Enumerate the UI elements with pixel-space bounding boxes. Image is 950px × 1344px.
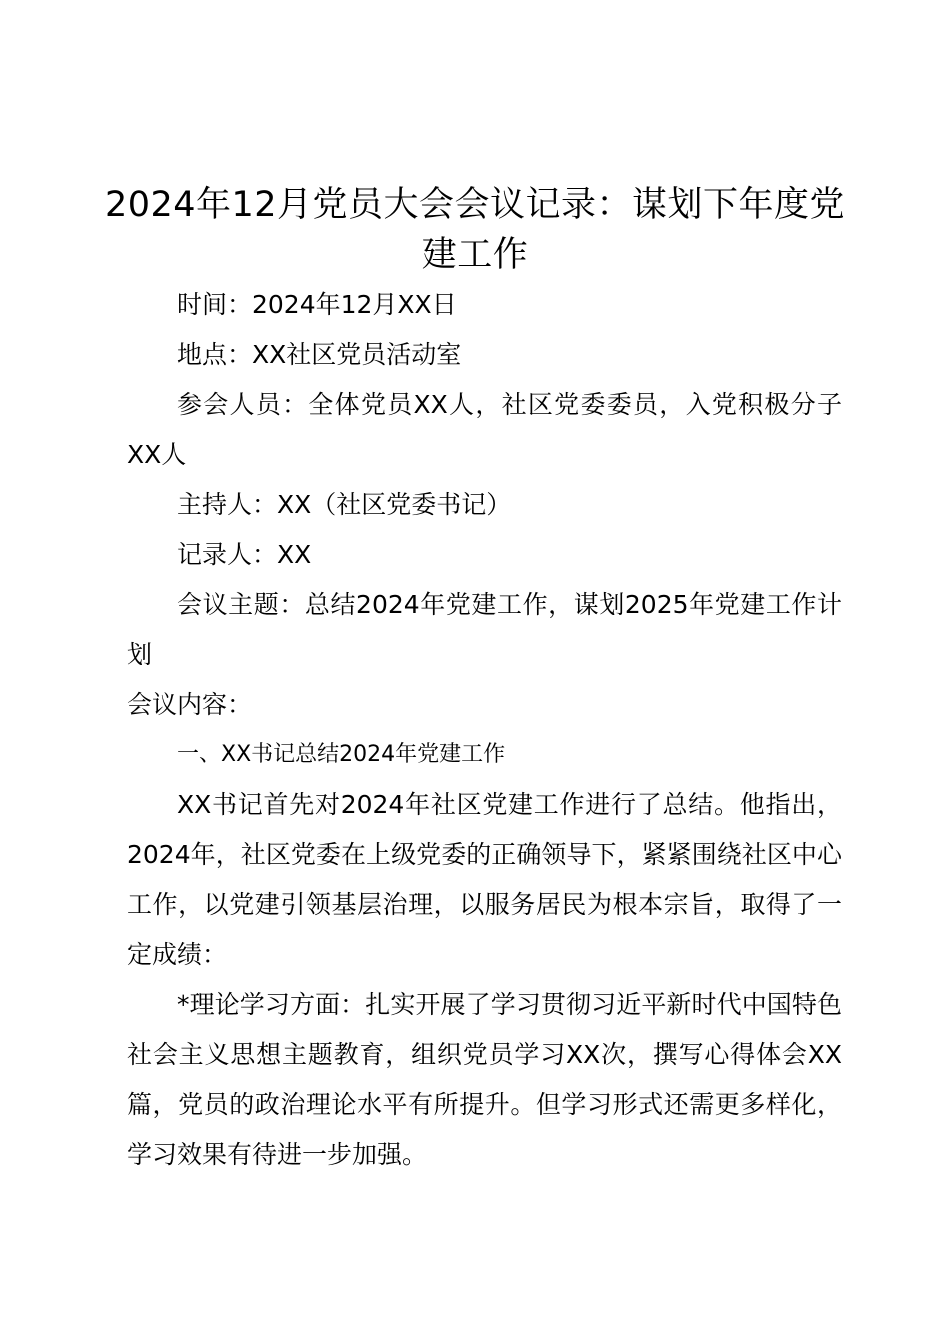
paragraph: *理论学习方面：扎实开展了学习贯彻习近平新时代中国特色社会主义思想主题教育，组织党员学习XX次，撰写心得体会XX篇，党员的政治理论水平有所提升。但学习形式还需更多样化，学习效果有待进一步加强。 <box>127 990 842 1169</box>
meeting-attendees: 参会人员：全体党员XX人，社区党委委员，入党积极分子XX人 <box>127 390 842 469</box>
meeting-time: 时间：2024年12月XX日 <box>177 290 457 319</box>
meeting-theme: 会议主题：总结2024年党建工作，谋划2025年党建工作计划 <box>127 590 842 669</box>
section-heading: 一、XX书记总结2024年党建工作 <box>177 742 506 767</box>
document-body <box>127 280 842 1180</box>
paragraph: XX书记首先对2024年社区党建工作进行了总结。他指出，2024年，社区党委在上级党委的正确领导下，紧紧围绕社区中心工作，以党建引领基层治理，以服务居民为根本宗旨，取得了一定成绩： <box>127 790 842 969</box>
content-label: 会议内容： <box>127 690 253 719</box>
document-title: 2024年12月党员大会会议记录：谋划下年度党建工作 <box>104 185 846 275</box>
meeting-host: 主持人：XX（社区党委书记） <box>177 490 512 519</box>
meeting-recorder: 记录人：XX <box>177 540 312 569</box>
meeting-location: 地点：XX社区党员活动室 <box>177 340 462 369</box>
